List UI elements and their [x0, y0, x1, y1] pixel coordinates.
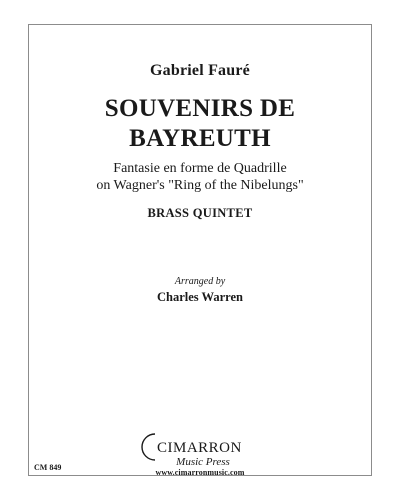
work-subtitle: [29, 160, 371, 194]
work-title-line-2: BAYREUTH: [129, 125, 271, 152]
ensemble-label: BRASS QUINTET: [147, 206, 253, 220]
work-subtitle-line-1: Fantasie en forme de Quadrille: [113, 161, 287, 176]
cimarron-logo-icon: [135, 430, 265, 468]
composer-name: Gabriel Fauré: [150, 62, 250, 79]
score-cover-page: [28, 24, 372, 476]
publisher-logo: [29, 430, 371, 468]
catalog-number: CM 849: [34, 463, 62, 472]
work-title-line-1: SOUVENIRS DE: [104, 95, 296, 122]
arranger-name: Charles Warren: [157, 290, 243, 304]
work-subtitle-line-2: on Wagner's "Ring of the Nibelungs": [96, 178, 304, 193]
publisher-name: CIMARRON: [157, 440, 242, 456]
arranged-by-label: Arranged by: [174, 276, 226, 287]
publisher-tagline: Music Press: [176, 456, 230, 468]
work-title: [29, 94, 371, 154]
publisher-website: www.cimarronmusic.com: [155, 468, 245, 477]
